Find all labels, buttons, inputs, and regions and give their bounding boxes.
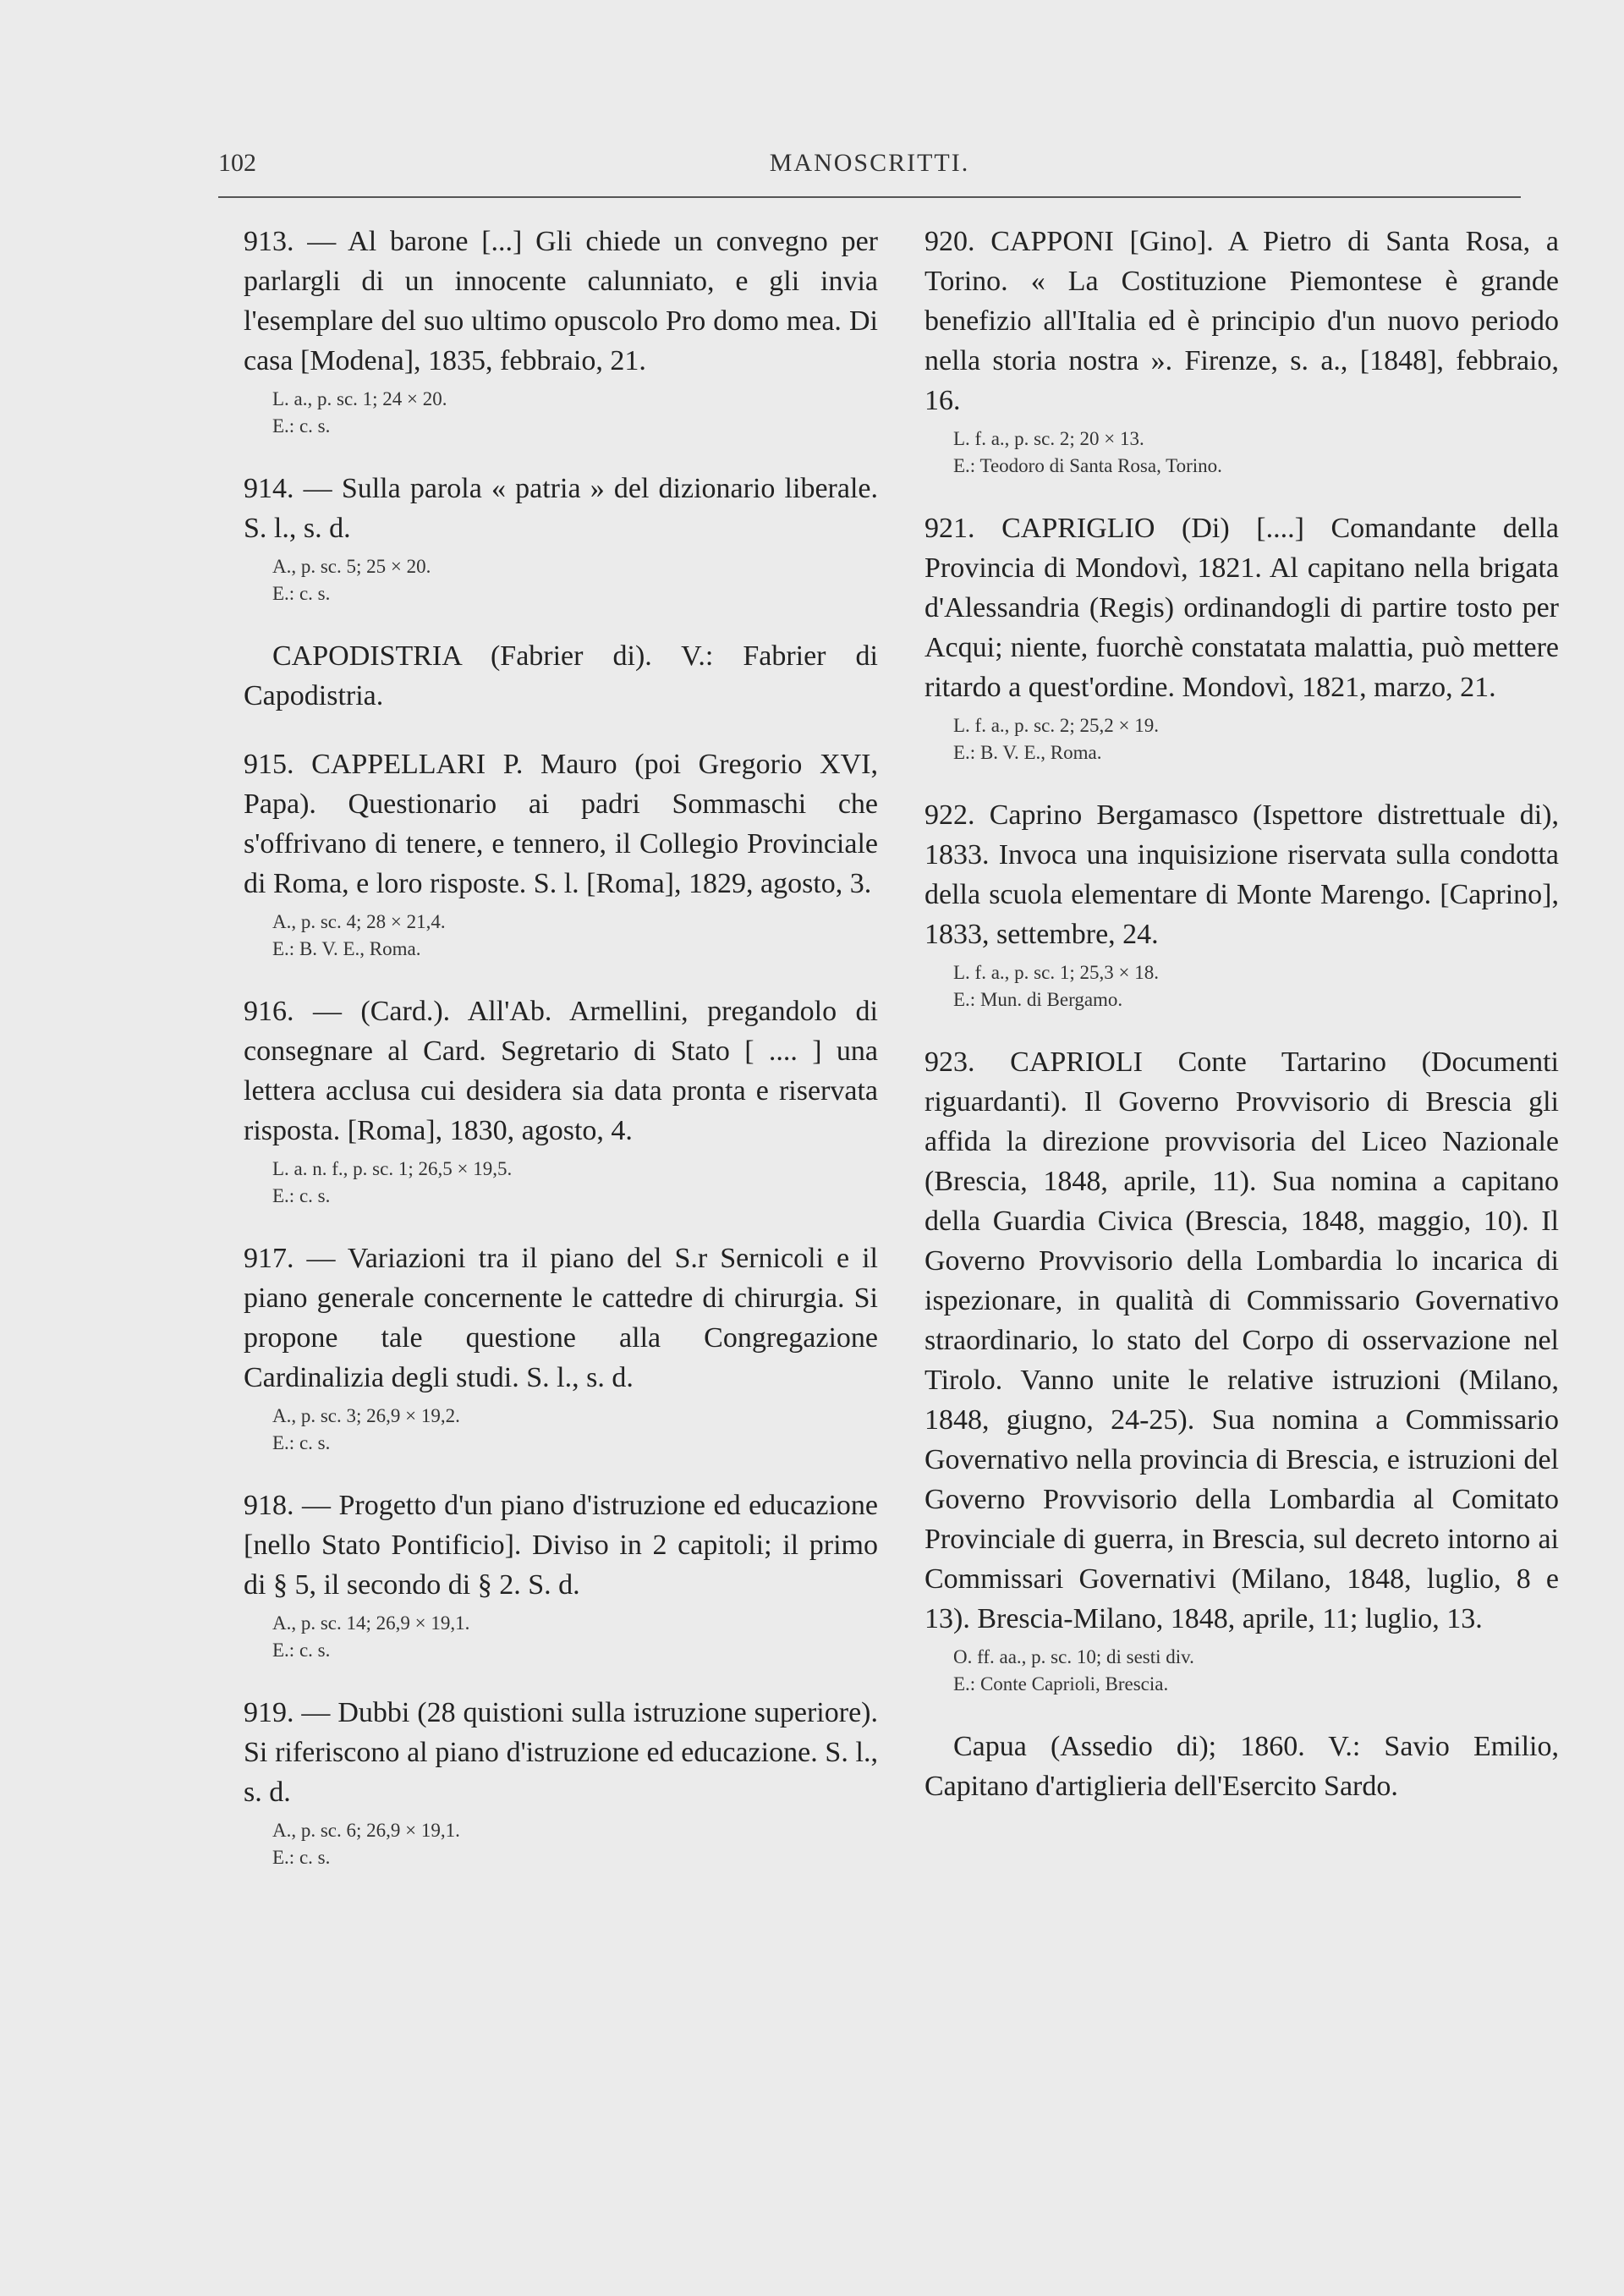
spacer [244, 1210, 878, 1239]
entry-owner: E.: Mun. di Bergamo. [953, 989, 1123, 1010]
entry-923 [924, 1042, 1559, 1698]
entry-text: 921. CAPRIGLIO (Di) [....] Comandante della Provincia di Mondovì, 1821. Al capitano nella brigata d'Alessandria (Regis) ordinandogli di partire tosto per Acqui; niente, fuorchè constatata malattia, può mettere ritardo a quest'ordine. Mondovì, 1821, marzo, 21. [924, 513, 1559, 703]
entry-physical-desc: A., p. sc. 3; 26,9 × 19,2. [272, 1405, 460, 1426]
spacer [244, 1457, 878, 1486]
entry-meta [244, 909, 878, 963]
spacer [244, 716, 878, 744]
entry-914 [244, 469, 878, 607]
entry-physical-desc: L. f. a., p. sc. 2; 20 × 13. [953, 428, 1144, 449]
right-column [924, 222, 1559, 1806]
entry-capua [924, 1727, 1559, 1806]
spacer [244, 1664, 878, 1693]
entry-text: CAPODISTRIA (Fabrier di). V.: Fabrier di Capodistria. [244, 640, 878, 711]
spacer [924, 766, 1559, 795]
entry-meta [244, 1610, 878, 1664]
entry-meta [244, 1403, 878, 1457]
entry-owner: E.: B. V. E., Roma. [272, 938, 421, 959]
spacer [244, 607, 878, 636]
entry-physical-desc: O. ff. aa., p. sc. 10; di sesti div. [953, 1646, 1194, 1667]
entry-meta [244, 1817, 878, 1871]
entry-physical-desc: A., p. sc. 5; 25 × 20. [272, 556, 431, 577]
entry-text: 914. — Sulla parola « patria » del dizionario liberale. S. l., s. d. [244, 473, 878, 544]
entry-921 [924, 508, 1559, 766]
entry-text: 916. — (Card.). All'Ab. Armellini, pregandolo di consegnare al Card. Segretario di Stato [ .... ] una lettera acclusa cui desidera sia data pronta e riservata risposta. [Roma], 1830, agosto, 4. [244, 996, 878, 1146]
spacer [924, 1698, 1559, 1727]
entry-owner: E.: c. s. [272, 583, 331, 604]
entry-920 [924, 222, 1559, 480]
entry-owner: E.: c. s. [272, 415, 331, 437]
entry-text: 923. CAPRIOLI Conte Tartarino (Documenti riguardanti). Il Governo Provvisorio di Brescia gli affida la direzione provvisoria del Liceo Nazionale (Brescia, 1848, aprile, 11). Sua nomina a capitano della Guardia Civica (Brescia, 1848, maggio, 10). Il Governo Provvisorio della Lombardia lo incarica di ispezionare, in qualità di Commissario Governativo straordinario, lo stato del Corpo di osservazione nel Tirolo. Vanno unite le relative istruzioni (Milano, 1848, giugno, 24-25). Sua nomina a Commissario Governativo nella provincia di Brescia, e istruzioni del Governo Provvisorio della Lombardia al Comitato Provinciale di guerra, in Brescia, sul decreto intorno ai Commissari Governativi (Milano, 1848, luglio, 8 e 13). Brescia-Milano, 1848, aprile, 11; luglio, 13. [924, 1046, 1559, 1634]
entry-text: Capua (Assedio di); 1860. V.: Savio Emilio, Capitano d'artiglieria dell'Esercito Sardo. [924, 1731, 1559, 1802]
entry-913 [244, 222, 878, 440]
left-column [244, 222, 878, 1871]
entry-owner: E.: Teodoro di Santa Rosa, Torino. [953, 455, 1222, 476]
entry-meta [244, 553, 878, 607]
running-title: MANOSCRITTI. [769, 149, 970, 177]
spacer [244, 963, 878, 991]
header-rule [218, 196, 1521, 198]
entry-919 [244, 1693, 878, 1871]
entry-916 [244, 991, 878, 1210]
entry-meta [924, 1644, 1559, 1698]
entry-text: 913. — Al barone [...] Gli chiede un convegno per parlargli di un innocente calunniato, e gli invia l'esemplare del suo ultimo opuscolo Pro domo mea. Di casa [Modena], 1835, febbraio, 21. [244, 226, 878, 376]
page-header [218, 149, 1521, 186]
entry-physical-desc: L. f. a., p. sc. 2; 25,2 × 19. [953, 715, 1159, 736]
entry-text: 917. — Variazioni tra il piano del S.r Sernicoli e il piano generale concernente le cattedre di chirurgia. Si propone tale questione alla Congregazione Cardinalizia degli studi. S. l., s. d. [244, 1243, 878, 1393]
entry-meta [924, 426, 1559, 480]
entry-physical-desc: L. a., p. sc. 1; 24 × 20. [272, 388, 447, 409]
entry-meta [924, 712, 1559, 766]
spacer [924, 1013, 1559, 1042]
spacer [244, 440, 878, 469]
page-number: 102 [218, 149, 256, 177]
entry-physical-desc: A., p. sc. 14; 26,9 × 19,1. [272, 1612, 470, 1634]
entry-physical-desc: L. f. a., p. sc. 1; 25,3 × 18. [953, 962, 1159, 983]
entry-owner: E.: B. V. E., Roma. [953, 742, 1102, 763]
entry-922 [924, 795, 1559, 1013]
entry-917 [244, 1239, 878, 1457]
entry-text: 920. CAPPONI [Gino]. A Pietro di Santa Rosa, a Torino. « La Costituzione Piemontese è grande benefizio all'Italia ed è principio d'un nuovo periodo nella storia nostra ». Firenze, s. a., [1848], febbraio, 16. [924, 226, 1559, 416]
entry-physical-desc: A., p. sc. 6; 26,9 × 19,1. [272, 1820, 460, 1841]
entry-text: 922. Caprino Bergamasco (Ispettore distrettuale di), 1833. Invoca una inquisizione riservata sulla condotta della scuola elementare di Monte Marengo. [Caprino], 1833, settembre, 24. [924, 799, 1559, 950]
entry-text: 915. CAPPELLARI P. Mauro (poi Gregorio XVI, Papa). Questionario ai padri Sommaschi che s'offrivano di tenere, e tennero, il Collegio Provinciale di Roma, e loro risposte. S. l. [Roma], 1829, agosto, 3. [244, 749, 878, 899]
entry-owner: E.: c. s. [272, 1847, 331, 1868]
entry-owner: E.: Conte Caprioli, Brescia. [953, 1673, 1169, 1695]
entry-owner: E.: c. s. [272, 1640, 331, 1661]
entry-text: 918. — Progetto d'un piano d'istruzione ed educazione [nello Stato Pontificio]. Diviso in 2 capitoli; il primo di § 5, il secondo di § 2. S. d. [244, 1490, 878, 1601]
entry-owner: E.: c. s. [272, 1185, 331, 1206]
entry-physical-desc: A., p. sc. 4; 28 × 21,4. [272, 911, 446, 932]
entry-meta [924, 959, 1559, 1013]
entry-physical-desc: L. a. n. f., p. sc. 1; 26,5 × 19,5. [272, 1158, 513, 1179]
spacer [924, 480, 1559, 508]
entry-text: 919. — Dubbi (28 quistioni sulla istruzione superiore). Si riferiscono al piano d'istruzione ed educazione. S. l., s. d. [244, 1697, 878, 1808]
entry-capodistria [244, 636, 878, 716]
entry-meta [244, 1156, 878, 1210]
entry-918 [244, 1486, 878, 1664]
entry-meta [244, 386, 878, 440]
entry-owner: E.: c. s. [272, 1432, 331, 1453]
entry-915 [244, 744, 878, 963]
